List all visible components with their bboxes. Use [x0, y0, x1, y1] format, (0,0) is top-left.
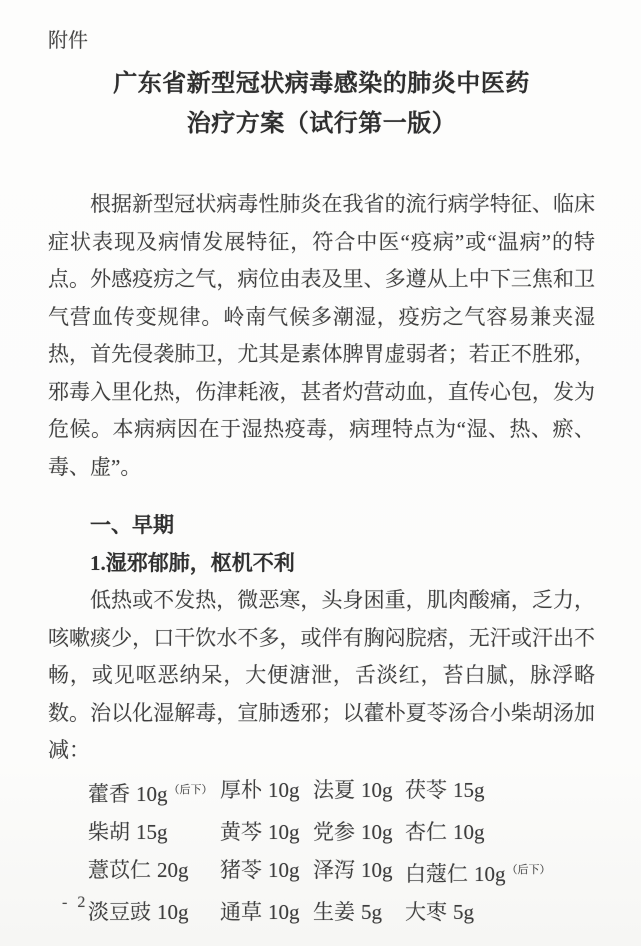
- herb-dose: 20g: [157, 857, 189, 882]
- herb-name: 淡豆豉: [88, 899, 151, 924]
- herb-dose: 10g: [268, 819, 300, 844]
- herb-entry: [313, 851, 405, 893]
- herb-dose: 10g: [268, 857, 300, 882]
- herb-entry: [313, 813, 405, 851]
- herb-name: 杏仁: [405, 819, 447, 844]
- herb-name: 大枣: [405, 899, 447, 924]
- herb-entry: [220, 893, 313, 931]
- herb-dose: 10g: [453, 819, 485, 844]
- herb-entry: [88, 851, 220, 893]
- herb-entry: [405, 851, 595, 893]
- herb-name: 生姜: [313, 899, 355, 924]
- prescription-table: [88, 771, 595, 931]
- herb-note: （后下）: [506, 863, 551, 876]
- herb-entry: [220, 851, 313, 893]
- section-heading: 一、早期: [90, 513, 174, 537]
- herb-dose: 10g: [361, 857, 393, 882]
- herb-dose: 10g: [157, 899, 189, 924]
- herb-entry: [313, 771, 405, 813]
- herb-name: 通草: [220, 899, 262, 924]
- prescription-row: [88, 893, 595, 931]
- page-number: - 2 -: [62, 894, 104, 911]
- herb-note: （后下）: [168, 783, 213, 796]
- attachment-label: 附件: [48, 30, 88, 52]
- herb-entry: [220, 813, 313, 851]
- prescription-row: [88, 851, 595, 893]
- prescription-row: [88, 771, 595, 813]
- document-title: [48, 64, 595, 144]
- herb-entry: [405, 893, 595, 931]
- herb-name: 泽泻: [313, 857, 355, 882]
- herb-dose: 10g: [268, 899, 300, 924]
- herb-name: 厚朴: [220, 777, 262, 802]
- herb-entry: [220, 771, 313, 813]
- prescription-row: [88, 813, 595, 851]
- herb-dose: 15g: [136, 819, 168, 844]
- herb-entry: [88, 813, 220, 851]
- herb-entry: [88, 893, 220, 931]
- herb-dose: 5g: [361, 899, 382, 924]
- herb-dose: 5g: [453, 899, 474, 924]
- herb-entry: [405, 771, 595, 813]
- herb-entry: [313, 893, 405, 931]
- herb-name: 茯苓: [405, 777, 447, 802]
- herb-name: 藿香: [88, 781, 130, 806]
- herb-name: 黄芩: [220, 819, 262, 844]
- herb-dose: 10g: [474, 861, 506, 886]
- herb-name: 白蔻仁: [405, 861, 468, 886]
- herb-name: 柴胡: [88, 819, 130, 844]
- herb-name: 法夏: [313, 777, 355, 802]
- herb-dose: 10g: [136, 781, 168, 806]
- intro-paragraph: 根据新型冠状病毒性肺炎在我省的流行病学特征、临床症状表现及病情发展特征，符合中医“疫病”或“温病”的特点。外感疫疠之气，病位由表及里、多遵从上中下三焦和卫气营血传变规律。岭南气候多潮湿，疫疠之气容易兼夹湿热，首先侵袭肺卫，尤其是素体脾胃虚弱者；若正不胜邪，邪毒入里化热，伤津耗液，甚者灼营动血，直传心包，发为危候。本病病因在于湿热疫毒，病理特点为“湿、热、瘀、毒、虚”。: [48, 192, 595, 479]
- herb-dose: 10g: [361, 819, 393, 844]
- document-title-line2: 治疗方案（试行第一版）: [186, 111, 457, 137]
- herb-dose: 15g: [453, 777, 485, 802]
- herb-name: 党参: [313, 819, 355, 844]
- subsection-heading: 1.湿邪郁肺，枢机不利: [90, 550, 295, 575]
- herb-name: 猪苓: [220, 857, 262, 882]
- symptoms-paragraph: 低热或不发热，微恶寒，头身困重，肌肉酸痛，乏力，咳嗽痰少，口干饮水不多，或伴有胸闷脘痞，无汗或汗出不畅，或见呕恶纳呆，大便溏泄，舌淡红，苔白腻，脉浮略数。治以化湿解毒，宣肺透邪；以藿朴夏苓汤合小柴胡汤加减：: [48, 588, 595, 762]
- document-title-line1: 广东省新型冠状病毒感染的肺炎中医药: [113, 71, 530, 97]
- herb-entry: [405, 813, 595, 851]
- herb-dose: 10g: [268, 777, 300, 802]
- herb-dose: 10g: [361, 777, 393, 802]
- herb-entry: [88, 771, 220, 813]
- herb-name: 薏苡仁: [88, 857, 151, 882]
